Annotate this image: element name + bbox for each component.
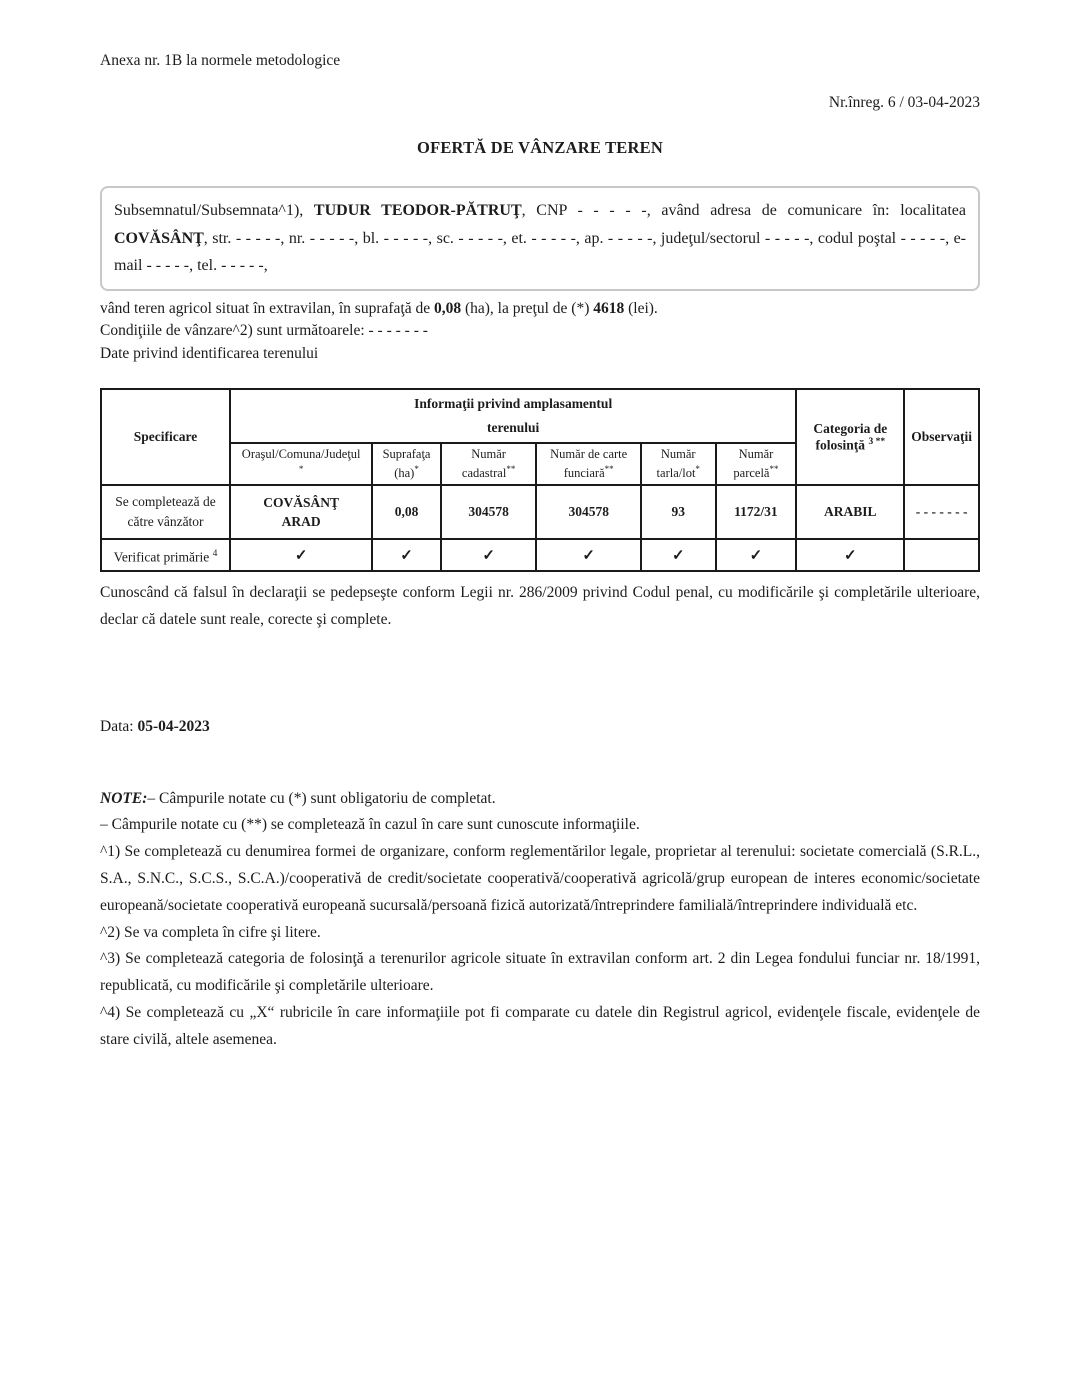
col-header-suprafata: Suprafaţa (ha)* — [372, 443, 440, 485]
check-icon: ✓ — [372, 539, 440, 571]
verified-row-label: Verificat primărie $^4$ — [101, 539, 230, 571]
cell-locality: COVĂSÂNŢ ARAD — [230, 485, 372, 539]
check-icon: ✓ — [796, 539, 904, 571]
categoria-line1: Categoria de — [813, 421, 888, 437]
annex-note: Anexa nr. 1B la normele metodologice — [100, 52, 341, 69]
check-icon: ✓ — [536, 539, 640, 571]
sale-part2: (ha), la preţul de (*) — [461, 299, 594, 317]
footnote-marker: ** — [769, 464, 779, 475]
declaration-text: Cunoscând că falsul în declaraţii se pedepseşte conform Legii nr. 286/2009 privind Codul penal, cu modificările şi completările ulterioare, declar că datele sunt reale, corecte şi complete. — [100, 584, 980, 629]
check-icon: ✓ — [716, 539, 797, 571]
date-line — [100, 718, 980, 736]
footnote-marker: * — [695, 464, 700, 475]
table-row-verified — [101, 539, 979, 571]
cell-parcela-number: 1172/31 — [716, 485, 797, 539]
land-identification-table — [100, 388, 980, 572]
cell-category: ARABIL — [796, 485, 904, 539]
area-value: 0,08 — [433, 299, 462, 317]
footnote-1: ^1) Se completează cu denumirea formei de organizare, conform reglementărilor legale, proprietar al terenului: societate comercială (S.R.L., S.A., S.N.C., S.C.S., S.C.A.)/cooperativă de credit/societate cooperativă/cooperativă agricolă/grup european de interes economic/societate europeană/societate cooperativă europeană sucursală/persoană fizică autorizată/întreprindere familială/întreprindere individuală etc. — [100, 843, 980, 914]
intro-after-name: , CNP - - - - -, având adresa de comunicare în: localitatea — [521, 202, 966, 219]
sale-statement — [100, 298, 980, 321]
locality-name: COVĂSÂNŢ — [114, 229, 204, 247]
cell-cadastral-number: 304578 — [441, 485, 537, 539]
col-header-categoria — [796, 389, 904, 485]
land-data-heading: Date privind identificarea terenului — [100, 345, 319, 363]
col-header-amplasament — [230, 389, 796, 443]
col-header-tarla-lot: Număr tarla/lot* — [641, 443, 716, 485]
col-header-specificare: Specificare — [101, 389, 230, 485]
col-header-carte-funciara: Număr de carte funciară** — [536, 443, 640, 485]
cell-area: 0,08 — [372, 485, 440, 539]
table-row-seller — [101, 485, 979, 539]
date-value: 05-04-2023 — [137, 717, 210, 735]
cell-tarla-number: 93 — [641, 485, 716, 539]
footnote-marker: ** — [604, 464, 614, 475]
note-line-1: NOTE:– Câmpurile notate cu (*) sunt obligatoriu de completat. — [100, 789, 496, 807]
footnote-marker: * — [298, 464, 304, 475]
sale-conditions: Condiţiile de vânzare^2) sunt următoarele: - - - - - - - — [100, 322, 428, 340]
notes-section — [100, 786, 980, 1054]
categoria-line2: folosinţă $^{3 **}$ — [815, 437, 886, 453]
categoria-footnote-marker: 3 ** — [868, 437, 886, 448]
intro-prefix: Subsemnatul/Subsemnata^1), — [114, 202, 314, 219]
footnote-marker: * — [414, 464, 419, 475]
cell-land-book-number: 304578 — [536, 485, 640, 539]
applicant-info-box — [100, 186, 980, 291]
cell-observations: - - - - - - - — [904, 485, 979, 539]
col-header-numar-cadastral: Număr cadastral** — [441, 443, 537, 485]
date-label: Data: — [100, 717, 138, 735]
cell-verified-observations-empty — [904, 539, 979, 571]
seller-row-label: Se completează de către vânzător — [101, 485, 230, 539]
check-icon: ✓ — [441, 539, 537, 571]
price-value: 4618 — [593, 299, 625, 317]
amplasament-line1: Informaţii privind amplasamentul — [414, 396, 613, 412]
footnote-3: ^3) Se completează categoria de folosinţă a terenurilor agricole situate în extravilan conform art. 2 din Legea fondului funciar nr. 18/1991, republicată, cu modificările şi completările ulterioare. — [100, 950, 980, 995]
footnote-2: ^2) Se va completa în cifre şi litere. — [100, 923, 321, 941]
col-header-observatii: Observaţii — [904, 389, 979, 485]
note-label: NOTE: — [100, 789, 148, 807]
col-header-parcela: Număr parcelă** — [716, 443, 797, 485]
col-header-oras-comuna-judet: Oraşul/Comuna/Judeţul * — [230, 443, 372, 485]
note-line-2: – Câmpurile notate cu (**) se completează în cazul în care sunt cunoscute informaţiile. — [100, 816, 640, 834]
footnote-4: ^4) Se completează cu „X“ rubricile în care informaţiile pot fi comparate cu datele din Registrul agricol, evidenţele fiscale, evidenţele de stare civilă, altele asemenea. — [100, 1004, 980, 1048]
sale-statement-block — [100, 298, 980, 367]
page-title: OFERTĂ DE VÂNZARE TEREN — [417, 138, 663, 157]
registration-number: Nr.înreg. 6 / 03-04-2023 — [828, 94, 980, 111]
footnote-marker: ** — [506, 464, 516, 475]
check-icon: ✓ — [230, 539, 372, 571]
amplasament-line2: terenului — [487, 420, 540, 436]
sale-part1: vând teren agricol situat în extravilan, în suprafaţă de — [100, 299, 434, 317]
sale-part3: (lei). — [624, 299, 658, 317]
intro-suffix: , str. - - - - -, nr. - - - - -, bl. - - - - -, sc. - - - - -, et. - - - - -, ap. - - - - -, judeţul/sectorul - - - - -, codul poştal - - - - -, e-mail - - - - -, tel. - - - - -, — [114, 229, 966, 275]
seller-name: TUDUR TEODOR-PĂTRUŢ — [313, 202, 522, 219]
check-icon: ✓ — [641, 539, 716, 571]
footnote-marker: 4 — [212, 548, 218, 559]
